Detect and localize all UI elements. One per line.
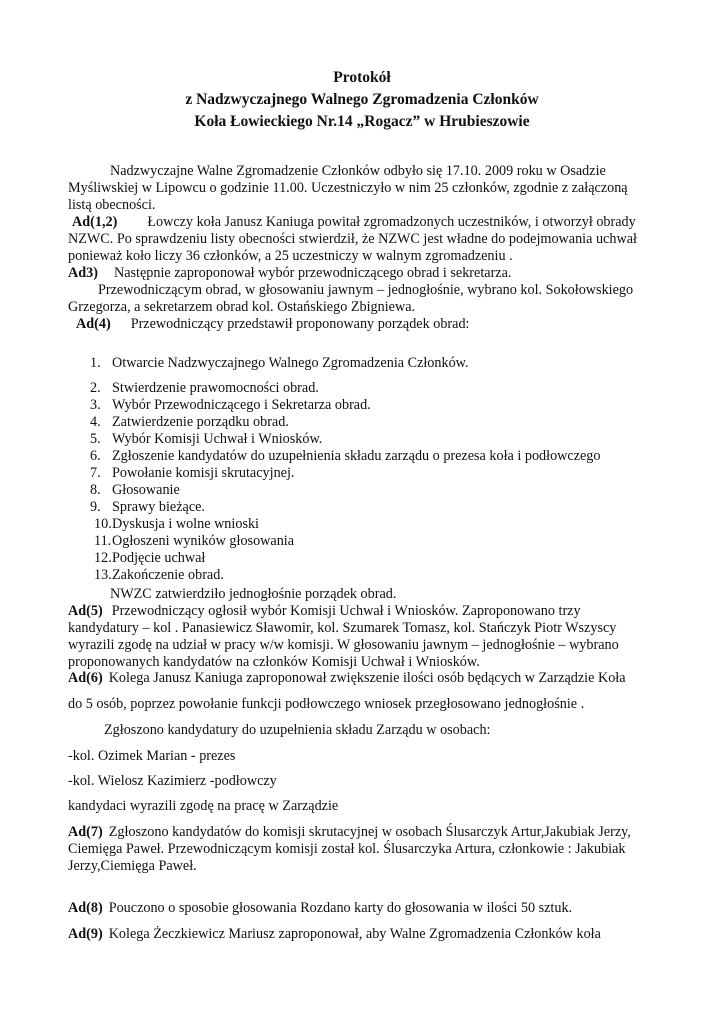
ad5-line-2: kandydatury – kol . Panasiewicz Sławomir, kol. Szumarek Tomasz, kol. Stańczyk Piotr Wszyscy xyxy=(68,620,617,636)
ad9-label: Ad(9) xyxy=(68,926,103,942)
agenda-item-text: Zatwierdzenie porządku obrad. xyxy=(112,414,289,430)
ad12-text-1: Łowczy koła Janusz Kaniuga powitał zgromadzonych uczestników, i otworzył obrady xyxy=(147,214,636,230)
agenda-item-number: 10. xyxy=(94,516,112,532)
ad3-label: Ad3) xyxy=(68,265,98,281)
agenda-item-number: 13. xyxy=(94,567,112,583)
agenda-item xyxy=(90,397,371,414)
agenda-item xyxy=(90,355,469,372)
ad5-line-1 xyxy=(68,603,668,620)
ad8-label: Ad(8) xyxy=(68,900,103,916)
agenda-item-number: 7. xyxy=(90,465,101,481)
ad7-text-1: Zgłoszono kandydatów do komisji skrutacyjnej w osobach Ślusarczyk Artur,Jakubiak Jerzy, xyxy=(108,824,631,840)
ad3-line-2: Przewodniczącym obrad, w głosowaniu jawnym – jednogłośnie, wybrano kol. Sokołowskiego xyxy=(98,282,634,298)
ad6-line-4: kandydaci wyrazili zgodę na pracę w Zarządzie xyxy=(68,798,339,814)
ad8-line-1 xyxy=(68,900,668,917)
agenda-item-text: Podjęcie uchwał xyxy=(112,550,206,566)
intro-line-3: listą obecności. xyxy=(68,197,156,213)
agenda-item-number: 5. xyxy=(90,431,101,447)
ad6-candidate-1: -kol. Ozimek Marian - prezes xyxy=(68,748,236,764)
agenda-item xyxy=(90,431,322,448)
agenda-item-text: Sprawy bieżące. xyxy=(112,499,205,515)
ad7-label: Ad(7) xyxy=(68,824,103,840)
agenda-item xyxy=(94,516,259,533)
agenda-item-text: Wybór Przewodniczącego i Sekretarza obrad. xyxy=(112,397,371,413)
agenda-item-number: 3. xyxy=(90,397,101,413)
ad12-line-1 xyxy=(72,214,672,231)
ad3-line-3: Grzegorza, a sekretarzem obrad kol. Ostańskiego Zbigniewa. xyxy=(68,299,416,315)
agenda-item-text: Otwarcie Nadzwyczajnego Walnego Zgromadzenia Członków. xyxy=(112,355,469,371)
agenda-item-number: 2. xyxy=(90,380,101,396)
agenda-item xyxy=(90,499,205,516)
ad4-text-1: Przewodniczący przedstawił proponowany porządek obrad: xyxy=(130,316,470,332)
doc-subtitle-2: Koła Łowieckiego Nr.14 „Rogacz” w Hrubieszowie xyxy=(194,113,530,130)
ad6-label: Ad(6) xyxy=(68,670,103,686)
doc-title: Protokół xyxy=(333,69,391,86)
ad3-line-1 xyxy=(68,265,668,282)
ad7-line-1 xyxy=(68,824,668,841)
agenda-item-text: Zgłoszenie kandydatów do uzupełnienia składu zarządu o prezesa koła i podłowczego xyxy=(112,448,601,464)
agenda-item xyxy=(94,550,205,567)
agenda-item xyxy=(94,533,294,550)
approval-line: NWZC zatwierdziło jednogłośnie porządek obrad. xyxy=(110,586,397,602)
ad12-line-3: ponieważ koło liczy 36 członków, a 25 uczestniczy w walnym zgromadzeniu . xyxy=(68,248,513,264)
intro-line-2: Myśliwskiej w Lipowcu o godzinie 11.00. Uczestniczyło w nim 25 członków, zgodnie z załączoną xyxy=(68,180,628,196)
agenda-item-text: Dyskusja i wolne wnioski xyxy=(112,516,259,532)
doc-subtitle-1: z Nadzwyczajnego Walnego Zgromadzenia Członków xyxy=(185,91,539,108)
ad5-line-4: proponowanych kandydatów na członków Komisji Uchwał i Wniosków. xyxy=(68,654,480,670)
agenda-item-text: Powołanie komisji skrutacyjnej. xyxy=(112,465,295,481)
ad6-line-3: Zgłoszono kandydatury do uzupełnienia składu Zarządu w osobach: xyxy=(104,722,491,738)
intro-line-1: Nadzwyczajne Walne Zgromadzenie Członków odbyło się 17.10. 2009 roku w Osadzie xyxy=(110,163,606,179)
ad5-label: Ad(5) xyxy=(68,603,103,619)
agenda-item xyxy=(90,482,180,499)
ad9-text-1: Kolega Żeczkiewicz Mariusz zaproponował, aby Walne Zgromadzenia Członków koła xyxy=(108,926,601,942)
agenda-item-number: 12. xyxy=(94,550,112,566)
agenda-item xyxy=(94,567,224,584)
agenda-item xyxy=(90,380,319,397)
ad6-line-2: do 5 osób, poprzez powołanie funkcji podłowczego wniosek przegłosowano jednogłośnie . xyxy=(68,696,585,712)
agenda-item xyxy=(90,465,294,482)
ad7-line-3: Jerzy,Ciemięga Paweł. xyxy=(68,858,197,874)
agenda-item-text: Wybór Komisji Uchwał i Wniosków. xyxy=(112,431,323,447)
agenda-item xyxy=(90,414,289,431)
agenda-item-text: Stwierdzenie prawomocności obrad. xyxy=(112,380,319,396)
agenda-item-text: Głosowanie xyxy=(112,482,180,498)
ad4-line-1 xyxy=(76,316,676,333)
agenda-item-number: 9. xyxy=(90,499,101,515)
agenda-item-number: 1. xyxy=(90,355,101,371)
ad8-text-1: Pouczono o sposobie głosowania Rozdano karty do głosowania w ilości 50 sztuk. xyxy=(108,900,573,916)
agenda-item-number: 4. xyxy=(90,414,101,430)
agenda-item-number: 11. xyxy=(94,533,112,549)
agenda-item-number: 8. xyxy=(90,482,101,498)
ad6-candidate-2: -kol. Wielosz Kazimierz -podłowczy xyxy=(68,773,277,789)
ad12-label: Ad(1,2) xyxy=(72,214,118,230)
agenda-item xyxy=(90,448,601,465)
ad6-text-1: Kolega Janusz Kaniuga zaproponował zwiększenie ilości osób będących w Zarządzie Koła xyxy=(108,670,626,686)
ad3-text-1: Następnie zaproponował wybór przewodniczącego obrad i sekretarza. xyxy=(113,265,512,281)
ad5-text-1: Przewodniczący ogłosił wybór Komisji Uchwał i Wniosków. Zaproponowano trzy xyxy=(111,603,581,619)
agenda-item-text: Ogłoszeni wyników głosowania xyxy=(112,533,295,549)
ad9-line-1 xyxy=(68,926,668,943)
ad12-line-2: NZWC. Po sprawdzeniu listy obecności stwierdził, że NZWC jest władne do podejmowania uchwał xyxy=(68,231,637,247)
ad4-label: Ad(4) xyxy=(76,316,111,332)
ad6-line-1 xyxy=(68,670,668,687)
agenda-item-number: 6. xyxy=(90,448,101,464)
agenda-item-text: Zakończenie obrad. xyxy=(112,567,224,583)
ad7-line-2: Ciemięga Paweł. Przewodniczącym komisji został kol. Ślusarczyka Artura, członkowie : Jakubiak xyxy=(68,841,626,857)
ad5-line-3: wyrazili zgodę na udział w pracy w/w komisji. W głosowaniu jawnym – jednogłośnie – wybrano xyxy=(68,637,619,653)
